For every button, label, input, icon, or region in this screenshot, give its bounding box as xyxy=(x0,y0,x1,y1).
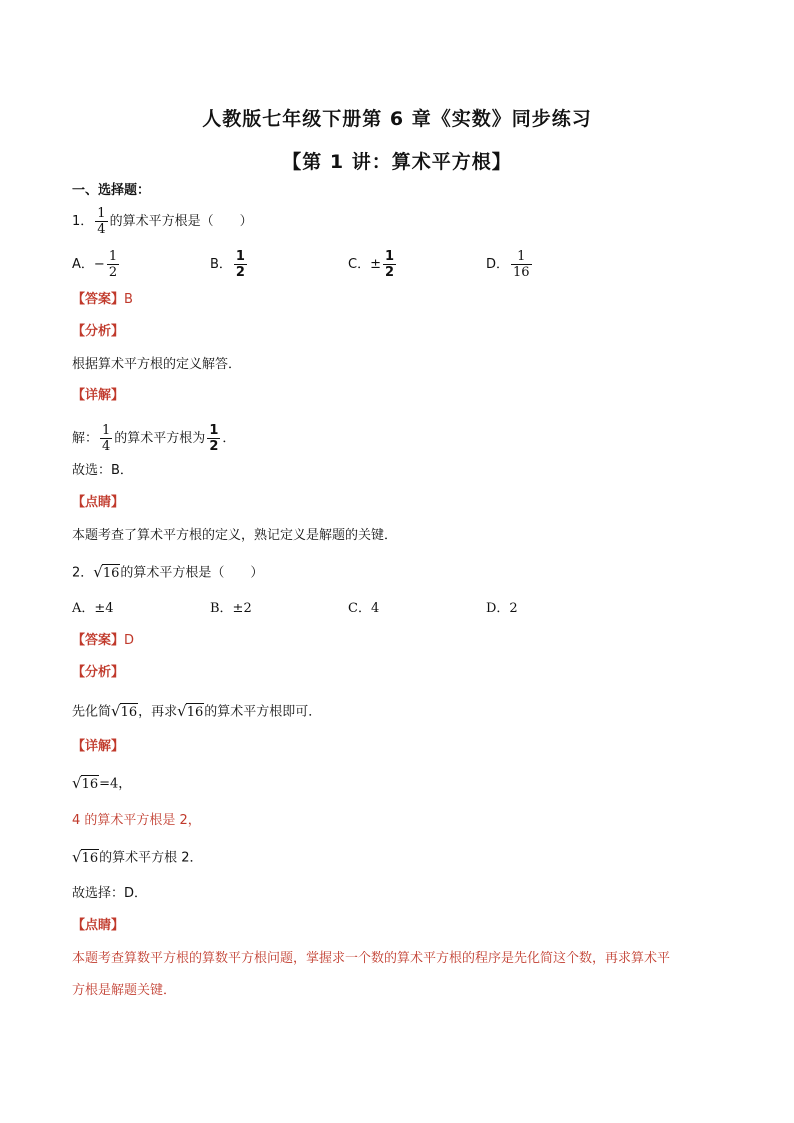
detail-line-2: 4 的算术平方根是 2， xyxy=(72,813,201,828)
fraction: $\frac{1}{4}$ xyxy=(102,423,111,454)
analysis-label: 【分析】 xyxy=(72,324,125,339)
option-c: C．4 xyxy=(348,601,380,616)
option-b: B． $\frac{1}{2}$ xyxy=(210,249,245,280)
question-2-stem xyxy=(72,563,263,583)
option-b: B．±2 xyxy=(210,601,252,616)
question-text: 的算术平方根是（ ） xyxy=(109,214,253,229)
detail-label: 【详解】 xyxy=(72,388,125,403)
detail-label: 【详解】 xyxy=(72,739,125,754)
analysis-text: 根据算术平方根的定义解答． xyxy=(72,357,242,372)
option-c: C．± $\frac{1}{2}$ xyxy=(348,249,395,280)
option-d: D． $\frac{1}{16}$ xyxy=(486,249,530,280)
fraction: $\frac{1}{2}$ xyxy=(235,249,245,280)
answer-row xyxy=(72,291,133,309)
answer-value: D xyxy=(124,633,135,648)
analysis-text: 先化简√16，再求√16的算术平方根即可． xyxy=(72,702,322,720)
question-1-stem xyxy=(72,206,253,237)
fraction: $\frac{1}{16}$ xyxy=(513,249,530,280)
square-root: √16 xyxy=(72,774,99,792)
section-heading: 一、选择题： xyxy=(72,183,151,198)
question-text: 的算术平方根是（ ） xyxy=(120,565,264,581)
detail-line-3: √16的算术平方根 2． xyxy=(72,848,203,866)
answer-row xyxy=(72,632,134,650)
square-root: √16 xyxy=(72,848,99,866)
fraction: $\frac{1}{2}$ xyxy=(108,249,118,280)
question-number: 2． xyxy=(72,565,94,581)
comment-text: 本题考查了算术平方根的定义，熟记定义是解题的关键． xyxy=(72,528,398,543)
comment-text-line-2: 方根是解题关键． xyxy=(72,983,177,998)
answer-label: 【答案】 xyxy=(72,292,125,307)
fraction: $\frac{1}{4}$ xyxy=(97,206,106,237)
answer-label: 【答案】 xyxy=(72,633,125,648)
square-root: √16 xyxy=(93,563,120,581)
square-root: √16 xyxy=(111,702,138,720)
option-a: A．±4 xyxy=(72,601,114,616)
choose-text: 故选择：D． xyxy=(72,886,148,901)
answer-value: B xyxy=(124,292,133,307)
comment-label: 【点睛】 xyxy=(72,918,125,933)
comment-text-line-1: 本题考查算数平方根的算数平方根问题，掌握求一个数的算术平方根的程序是先化简这个数，再求算术平 xyxy=(72,951,671,966)
lesson-subtitle: 【第 1 讲：算术平方根】 xyxy=(282,151,512,173)
comment-label: 【点睛】 xyxy=(72,495,125,510)
analysis-label: 【分析】 xyxy=(72,665,125,680)
detail-text: 解： $\frac{1}{4}$ 的算术平方根为 $\frac{1}{2}$ ． xyxy=(72,423,236,454)
option-d: D．2 xyxy=(486,601,518,616)
detail-line-1: √16=4， xyxy=(72,774,132,792)
square-root: √16 xyxy=(177,702,204,720)
choose-text: 故选：B． xyxy=(72,463,133,478)
fraction: $\frac{1}{2}$ xyxy=(384,249,395,280)
fraction: $\frac{1}{2}$ xyxy=(209,423,219,454)
question-number: 1． xyxy=(72,214,94,229)
document-title: 人教版七年级下册第 6 章《实数》同步练习 xyxy=(202,108,592,130)
option-a: A．− $\frac{1}{2}$ xyxy=(72,249,118,280)
